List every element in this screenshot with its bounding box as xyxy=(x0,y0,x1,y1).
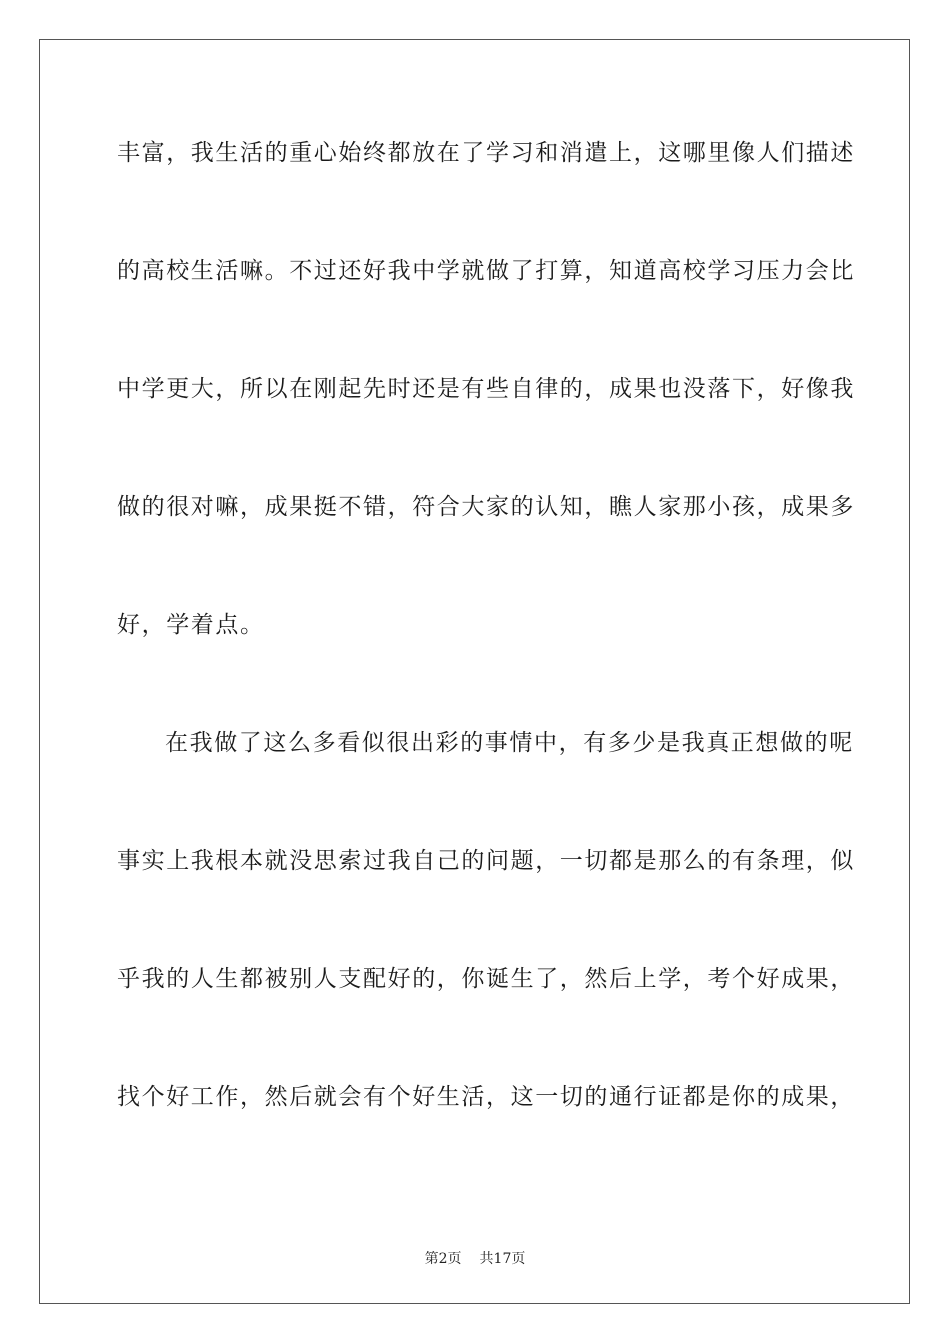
text-line: 的高校生活嘛。不过还好我中学就做了打算，知道高校学习压力会比 xyxy=(117,258,855,284)
text-line: 乎我的人生都被别人支配好的，你诞生了，然后上学，考个好成果， xyxy=(117,966,855,992)
text-line: 找个好工作，然后就会有个好生活，这一切的通行证都是你的成果， xyxy=(117,1084,855,1110)
text-line: 好，学着点。 xyxy=(117,612,265,638)
text-line: 丰富，我生活的重心始终都放在了学习和消遣上，这哪里像人们描述 xyxy=(117,140,855,166)
paragraph-first-line: 在我做了这么多看似很出彩的事情中，有多少是我真正想做的呢 xyxy=(165,730,854,756)
text-line: 事实上我根本就没思索过我自己的问题，一切都是那么的有条理，似 xyxy=(117,848,855,874)
page-number: 第2页 xyxy=(424,1251,462,1267)
text-line: 做的很对嘛，成果挺不错，符合大家的认知，瞧人家那小孩，成果多 xyxy=(117,494,855,520)
document-body xyxy=(117,125,855,1187)
text-line: 中学更大，所以在刚起先时还是有些自律的，成果也没落下，好像我 xyxy=(117,376,855,402)
page-footer xyxy=(0,1248,950,1268)
page-total: 共17页 xyxy=(479,1251,526,1267)
